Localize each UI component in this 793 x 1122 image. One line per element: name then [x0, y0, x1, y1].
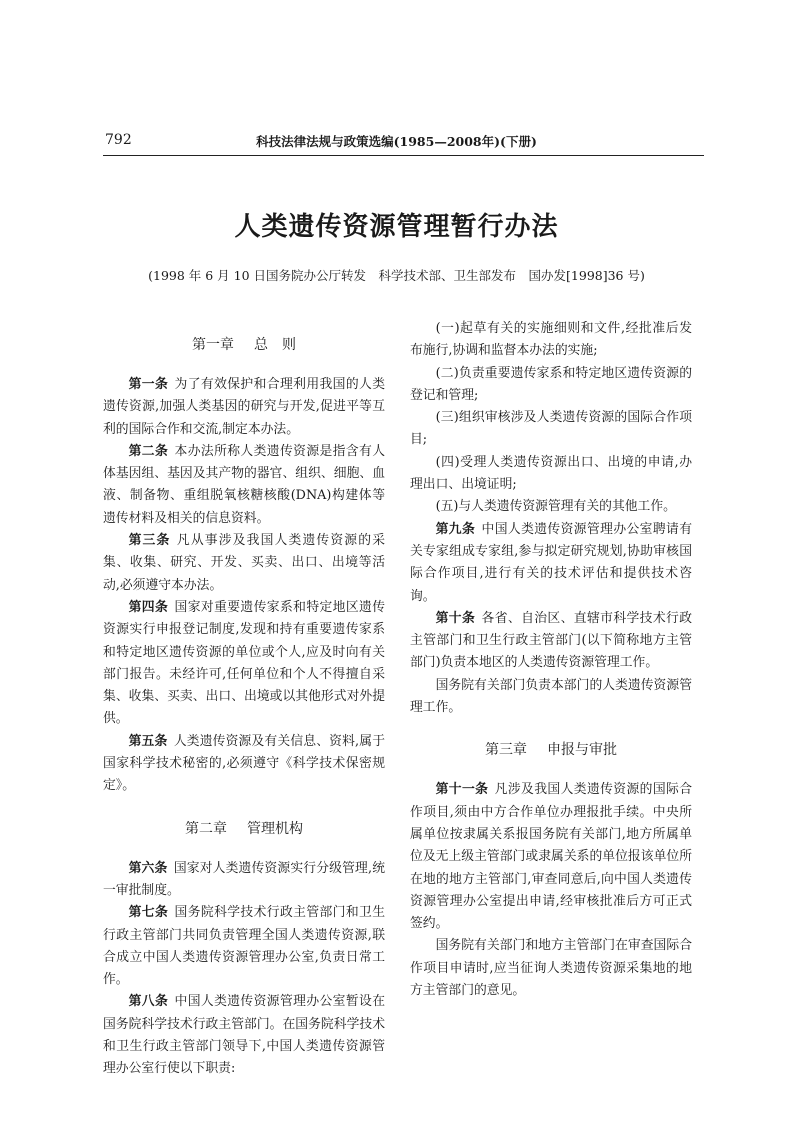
article-10-paragraph-2: 国务院有关部门负责本部门的人类遗传资源管理工作。	[410, 677, 692, 716]
article-8-text: 中国人类遗传资源管理办公室暂设在国务院科学技术行政主管部门。在国务院科学技术和卫生行政主管部门领导下,中国人类遗传资源管理办公室行使以下职责:	[103, 994, 386, 1077]
article-7	[103, 902, 385, 991]
article-5	[103, 731, 385, 798]
article-11-label: 第十一条	[435, 782, 489, 798]
article-1-text: 为了有效保护和合理利用我国的人类遗传资源,加强人类基因的研究与开发,促进平等互利的国际合作和交流,制定本办法。	[103, 377, 386, 437]
article-5-label: 第五条	[128, 733, 168, 749]
article-11-text: 凡涉及我国人类遗传资源的国际合作项目,须由中方合作单位办理报批手续。中央所属单位按隶属关系报国务院有关部门,地方所属单位及无上级主管部门或隶属关系的单位报该单位所在地的地方主管部门,审查同意后,向中国人类遗传资源管理办公室提出申请,经审核批准后方可正式签约。	[410, 782, 693, 932]
article-5-text: 人类遗传资源及有关信息、资料,属于国家科学技术秘密的,必须遵守《科学技术保密规定》。	[103, 733, 386, 794]
running-header: 科技法律法规与政策选编(1985—2008年)(下册)	[256, 134, 537, 149]
article-4-text: 国家对重要遗传家系和特定地区遗传资源实行申报登记制度,发现和持有重要遗传家系和特定地区遗传资源的单位或个人,应及时向有关部门报告。未经许可,任何单位和个人不得擅自采集、收集、买卖、出口、出境或以其他形式对外提供。	[103, 599, 386, 727]
chapter-1-title: 总 则	[254, 337, 296, 353]
article-8-item-2: (二)负责重要遗传家系和特定地区遗传资源的登记和管理;	[410, 365, 692, 403]
article-11	[410, 779, 692, 935]
article-8-item-5: (五)与人类遗传资源管理有关的其他工作。	[435, 499, 676, 515]
article-4-label: 第四条	[128, 599, 169, 615]
article-6	[103, 858, 385, 903]
article-8-label: 第八条	[128, 994, 169, 1010]
chapter-3-number: 第三章	[485, 742, 527, 759]
document-subtitle: (1998 年 6 月 10 日国务院办公厅转发 科学技术部、卫生部发布 国办发[1998]36 号)	[148, 268, 645, 283]
article-10-label: 第十条	[435, 610, 476, 626]
page-number: 792	[105, 132, 132, 148]
article-6-text: 国家对人类遗传资源实行分级管理,统一审批制度。	[103, 860, 386, 898]
document-title: 人类遗传资源管理暂行办法	[234, 212, 559, 242]
article-1	[103, 374, 385, 441]
article-2-label: 第二条	[128, 443, 169, 459]
chapter-3-title: 申报与审批	[547, 742, 617, 759]
chapter-1-number: 第一章	[192, 337, 234, 353]
chapter-2-number: 第二章	[185, 820, 227, 837]
article-2-text: 本办法所称人类遗传资源是指含有人体基因组、基因及其产物的器官、组织、细胞、血液、制备物、重组脱氧核糖核酸(DNA)构建体等遗传材料及相关的信息资料。	[103, 443, 386, 526]
article-9	[410, 519, 692, 608]
article-9-label: 第九条	[435, 521, 476, 537]
article-8-item-1: (一)起草有关的实施细则和文件,经批准后发布施行,协调和监督本办法的实施;	[410, 321, 692, 359]
right-column	[410, 318, 692, 1002]
article-10	[410, 608, 692, 675]
article-10-text: 各省、自治区、直辖市科学技术行政主管部门和卫生行政主管部门(以下简称地方主管部门)负责本地区的人类遗传资源管理工作。	[410, 610, 693, 671]
article-8-item-4: (四)受理人类遗传资源出口、出境的申请,办理出口、出境证明;	[410, 454, 692, 493]
article-3-label: 第三条	[128, 533, 171, 549]
article-2	[103, 441, 385, 530]
left-column	[103, 318, 385, 1081]
article-3	[103, 530, 385, 597]
header-rule	[103, 155, 704, 156]
chapter-3-heading	[410, 739, 692, 761]
article-9-text: 中国人类遗传资源管理办公室聘请有关专家组成专家组,参与拟定研究规划,协助审核国际合作项目,进行有关的技术评估和提供技术咨询。	[410, 521, 693, 604]
article-8	[103, 991, 385, 1080]
article-7-label: 第七条	[128, 905, 169, 921]
article-11-paragraph-2: 国务院有关部门和地方主管部门在审查国际合作项目申请时,应当征询人类遗传资源采集地的地方主管部门的意见。	[410, 938, 692, 999]
chapter-2-heading	[103, 818, 385, 840]
chapter-2-title: 管理机构	[247, 820, 303, 837]
article-4	[103, 597, 385, 731]
chapter-1-heading	[103, 334, 385, 356]
article-6-label: 第六条	[128, 860, 168, 876]
article-3-text: 凡从事涉及我国人类遗传资源的采集、收集、研究、开发、买卖、出口、出境等活动,必须遵守本办法。	[103, 533, 386, 593]
article-7-text: 国务院科学技术行政主管部门和卫生行政主管部门共同负责管理全国人类遗传资源,联合成立中国人类遗传资源管理办公室,负责日常工作。	[103, 905, 386, 988]
article-8-item-3: (三)组织审核涉及人类遗传资源的国际合作项目;	[410, 410, 692, 448]
article-1-label: 第一条	[128, 377, 169, 392]
